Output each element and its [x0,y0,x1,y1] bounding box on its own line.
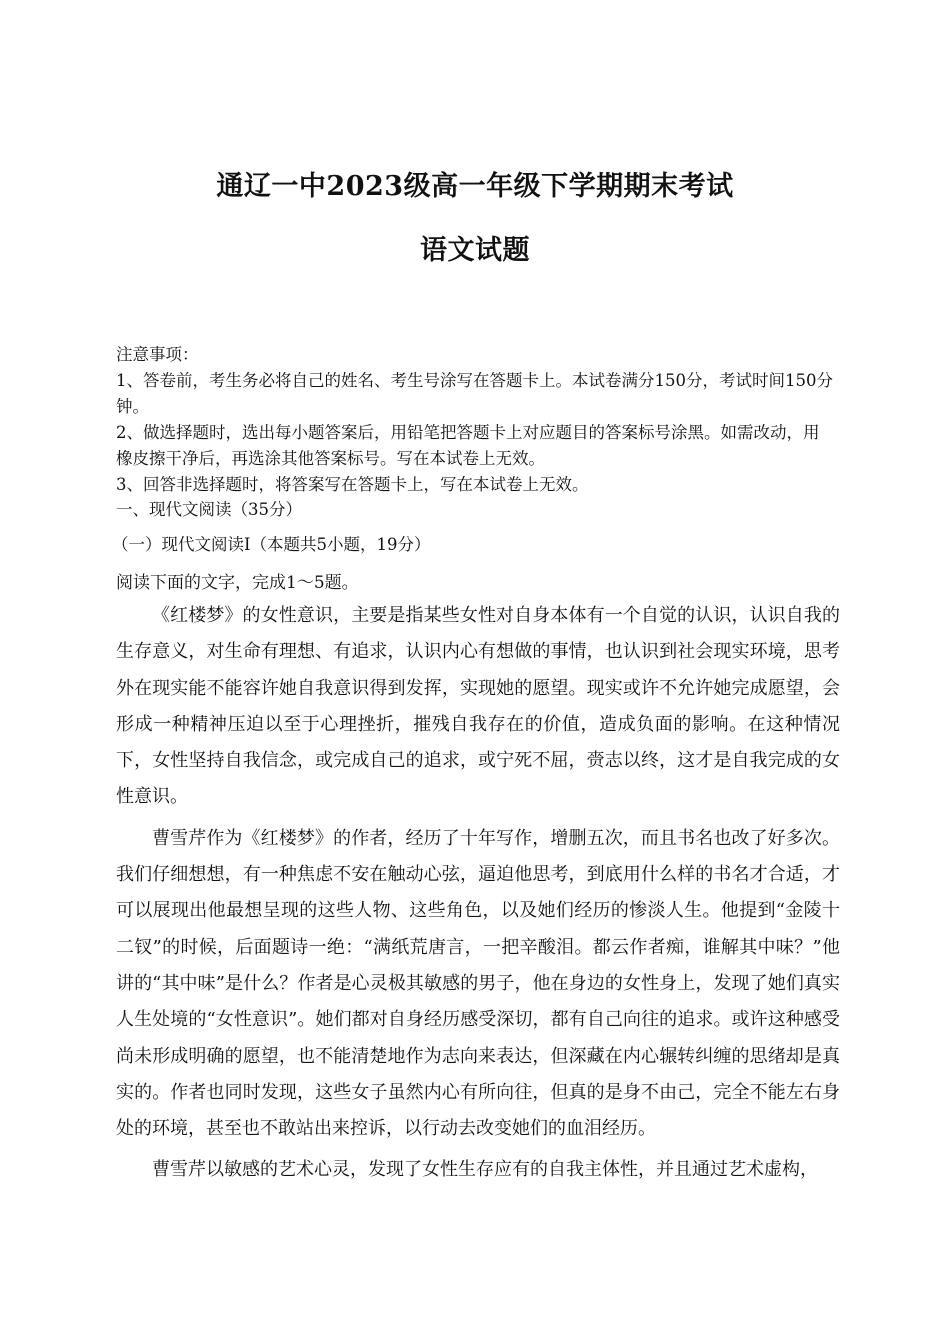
passage-paragraph: 曹雪芹作为《红楼梦》的作者，经历了十年写作，增删五次，而且书名也改了好多次。我们仔细想想，有一种焦虑不安在触动心弦，逼迫他思考，到底用什么样的书名才合适，才可以展现出他最想呈现的这些人物、这些角色，以及她们经历的惨淡人生。他提到“金陵十二钗”的时候，后面题诗一绝：“满纸荒唐言，一把辛酸泪。都云作者痴，谁解其中味？”他讲的“其中味”是什么？作者是心灵极其敏感的男子，他在身边的女性身上，发现了她们真实人生处境的“女性意识”。她们都对自身经历感受深切，都有自己向往的追求。或许这种感受尚未形成明确的愿望，也不能清楚地作为志向来表达，但深藏在内心辗转纠缠的思绪却是真实的。作者也同时发现，这些女子虽然内心有所向往，但真的是身不由己，完全不能左右身处的环境，甚至也不敢站出来控诉，以行动去改变她们的血泪经历。 [116,827,840,1140]
notice-heading: 注意事项： [116,345,199,364]
passage-paragraph: 曹雪芹以敏感的艺术心灵，发现了女性生存应有的自我主体性，并且通过艺术虚构， [152,1159,818,1181]
notice-block [116,342,834,498]
notice-item: 1、答卷前，考生务必将自己的姓名、考生号涂写在答题卡上。本试卷满分150分，考试时间150分钟。 [116,371,833,416]
section-heading: 一、现代文阅读（35分） [116,500,302,519]
exam-title: 通辽一中2023级高一年级下学期期末考试 [216,171,734,202]
reading-instruction: 阅读下面的文字，完成1～5题。 [116,573,359,593]
notice-item: 2、做选择题时，选出每小题答案后，用铅笔把答题卡上对应题目的答案标号涂黑。如需改动，用橡皮擦干净后，再选涂其他答案标号。写在本试卷上无效。 [116,423,820,468]
notice-item: 3、回答非选择题时，将答案写在答题卡上，写在本试卷上无效。 [116,475,589,494]
subject-title: 语文试题 [420,235,530,266]
reading-passage [116,598,840,1194]
subsection-heading: （一）现代文阅读Ⅰ（本题共5小题，19分） [112,535,431,554]
passage-paragraph: 《红楼梦》的女性意识，主要是指某些女性对自身本体有一个自觉的认识，认识自我的生存意义，对生命有理想、有追求，认识内心有想做的事情，也认识到社会现实环境，思考外在现实能不能容许她自我意识得到发挥，实现她的愿望。现实或许不允许她完成愿望，会形成一种精神压迫以至于心理挫折，摧残自我存在的价值，造成负面的影响。在这种情况下，女性坚持自我信念，或完成自己的追求，或宁死不屈，赍志以终，这才是自我完成的女性意识。 [116,605,840,808]
